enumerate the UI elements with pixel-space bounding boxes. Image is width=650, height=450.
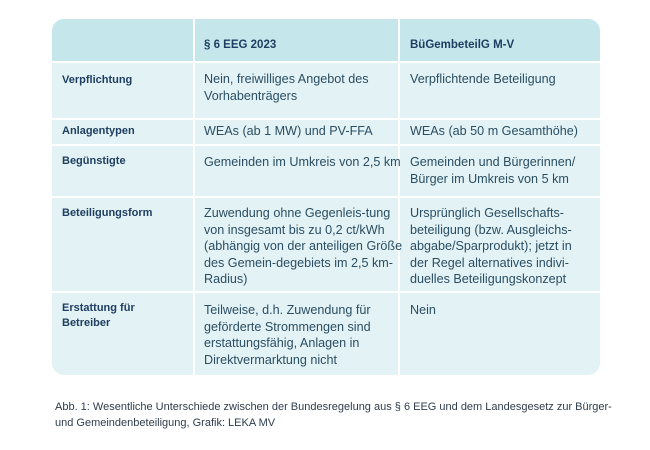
row-divider	[52, 291, 600, 293]
figure-caption: Abb. 1: Wesentliche Unterschiede zwischen der Bundesregelung aus § 6 EEG und dem Landesgesetz zur Bürger- und Gemeindenbeteiligung, Grafik: LEKA MV	[55, 401, 612, 429]
cell-eeg-beguenstigte: Gemeinden im Umkreis von 2,5 km	[204, 155, 401, 169]
cell-mv-erstattung: Nein	[410, 303, 436, 317]
cell-mv-beteiligungsform: Ursprünglich Gesellschafts-beteiligung (bzw. Ausgleichs-abgabe/Sparprodukt); jetzt in der Regel alternatives indivi-duelles Beteiligungskonzept	[410, 206, 572, 286]
row-label-erstattung: Erstattung für Betreiber	[62, 302, 135, 329]
row-label-verpflichtung: Verpflichtung	[62, 74, 133, 86]
cell-eeg-verpflichtung: Nein, freiwilliges Angebot des Vorhabenträgers	[204, 72, 369, 103]
row-divider	[52, 196, 600, 198]
row-divider	[52, 118, 600, 120]
cell-mv-anlagentypen: WEAs (ab 50 m Gesamthöhe)	[410, 124, 578, 138]
row-label-beteiligungsform: Beteiligungsform	[62, 207, 153, 219]
cell-mv-beguenstigte: Gemeinden und Bürgerinnen/ Bürger im Umkreis von 5 km	[410, 155, 576, 186]
cell-eeg-beteiligungsform: Zuwendung ohne Gegenleis-tung von insgesamt bis zu 0,2 ct/kWh (abhängig von der anteiligen Größe des Gemein-degebiets im 2,5 km-Radius)	[204, 206, 403, 286]
cell-eeg-erstattung: Teilweise, d.h. Zuwendung für geförderte Strommengen sind erstattungsfähig, Anlagen in Direktvermarktung nicht	[204, 303, 371, 367]
header-eeg: § 6 EEG 2023	[204, 39, 277, 51]
header-mv: BüGembeteilG M-V	[410, 39, 515, 51]
row-divider	[52, 144, 600, 146]
row-divider	[52, 61, 600, 63]
row-label-beguenstigte: Begünstigte	[62, 155, 126, 167]
comparison-table	[52, 19, 600, 375]
row-label-anlagentypen: Anlagentypen	[62, 125, 135, 137]
cell-eeg-anlagentypen: WEAs (ab 1 MW) und PV-FFA	[204, 124, 373, 138]
cell-mv-verpflichtung: Verpflichtende Beteiligung	[410, 72, 556, 86]
